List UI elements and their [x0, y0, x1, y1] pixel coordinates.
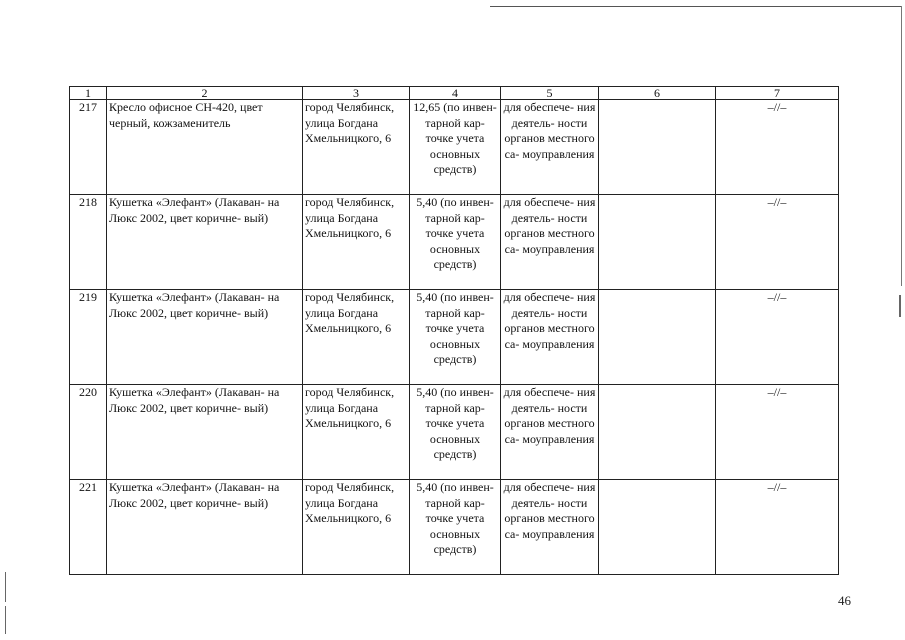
scan-edge-top — [490, 6, 902, 7]
item-column-6 — [599, 195, 716, 290]
item-cost: 12,65 (по инвен- тарной кар- точке учета основных средств) — [410, 100, 501, 195]
item-purpose: для обеспече- ния деятель- ности органов местного са- моуправления — [501, 100, 599, 195]
column-header: 3 — [303, 87, 410, 100]
table-row — [70, 195, 839, 290]
column-header: 6 — [599, 87, 716, 100]
item-name: Кушетка «Элефант» (Лакаван- на Люкс 2002, цвет коричне- вый) — [107, 195, 303, 290]
item-column-6 — [599, 385, 716, 480]
item-address: город Челябинск, улица Богдана Хмельницкого, 6 — [303, 385, 410, 480]
property-register-table — [69, 86, 839, 575]
row-number: 220 — [70, 385, 107, 480]
item-column-7: –//– — [716, 385, 839, 480]
item-purpose: для обеспече- ния деятель- ности органов местного са- моуправления — [501, 195, 599, 290]
item-cost: 5,40 (по инвен- тарной кар- точке учета основных средств) — [410, 480, 501, 575]
item-address: город Челябинск, улица Богдана Хмельницкого, 6 — [303, 100, 410, 195]
column-header: 5 — [501, 87, 599, 100]
item-address: город Челябинск, улица Богдана Хмельницкого, 6 — [303, 195, 410, 290]
item-name: Кушетка «Элефант» (Лакаван- на Люкс 2002, цвет коричне- вый) — [107, 385, 303, 480]
item-name: Кушетка «Элефант» (Лакаван- на Люкс 2002, цвет коричне- вый) — [107, 480, 303, 575]
scan-mark-left — [5, 572, 6, 602]
row-number: 221 — [70, 480, 107, 575]
item-address: город Челябинск, улица Богдана Хмельницкого, 6 — [303, 480, 410, 575]
item-column-6 — [599, 290, 716, 385]
row-number: 218 — [70, 195, 107, 290]
item-purpose: для обеспече- ния деятель- ности органов местного са- моуправления — [501, 385, 599, 480]
item-column-7: –//– — [716, 100, 839, 195]
item-name: Кушетка «Элефант» (Лакаван- на Люкс 2002, цвет коричне- вый) — [107, 290, 303, 385]
row-number: 219 — [70, 290, 107, 385]
item-address: город Челябинск, улица Богдана Хмельницкого, 6 — [303, 290, 410, 385]
table-row — [70, 100, 839, 195]
scan-mark-left — [5, 606, 6, 634]
item-column-6 — [599, 100, 716, 195]
item-column-7: –//– — [716, 290, 839, 385]
item-column-7: –//– — [716, 480, 839, 575]
table-row — [70, 480, 839, 575]
item-purpose: для обеспече- ния деятель- ности органов местного са- моуправления — [501, 480, 599, 575]
item-column-6 — [599, 480, 716, 575]
item-purpose: для обеспече- ния деятель- ности органов местного са- моуправления — [501, 290, 599, 385]
column-header: 1 — [70, 87, 107, 100]
row-number: 217 — [70, 100, 107, 195]
page-number: 46 — [838, 593, 851, 608]
column-header: 4 — [410, 87, 501, 100]
column-header: 2 — [107, 87, 303, 100]
scan-edge-right — [901, 6, 902, 286]
table-row — [70, 290, 839, 385]
table-row — [70, 385, 839, 480]
item-cost: 5,40 (по инвен- тарной кар- точке учета основных средств) — [410, 290, 501, 385]
table-header-row — [70, 87, 839, 100]
scan-mark-right — [899, 295, 901, 317]
item-cost: 5,40 (по инвен- тарной кар- точке учета основных средств) — [410, 195, 501, 290]
item-column-7: –//– — [716, 195, 839, 290]
item-cost: 5,40 (по инвен- тарной кар- точке учета основных средств) — [410, 385, 501, 480]
item-name: Кресло офисное СН-420, цвет черный, кожзаменитель — [107, 100, 303, 195]
column-header: 7 — [716, 87, 839, 100]
